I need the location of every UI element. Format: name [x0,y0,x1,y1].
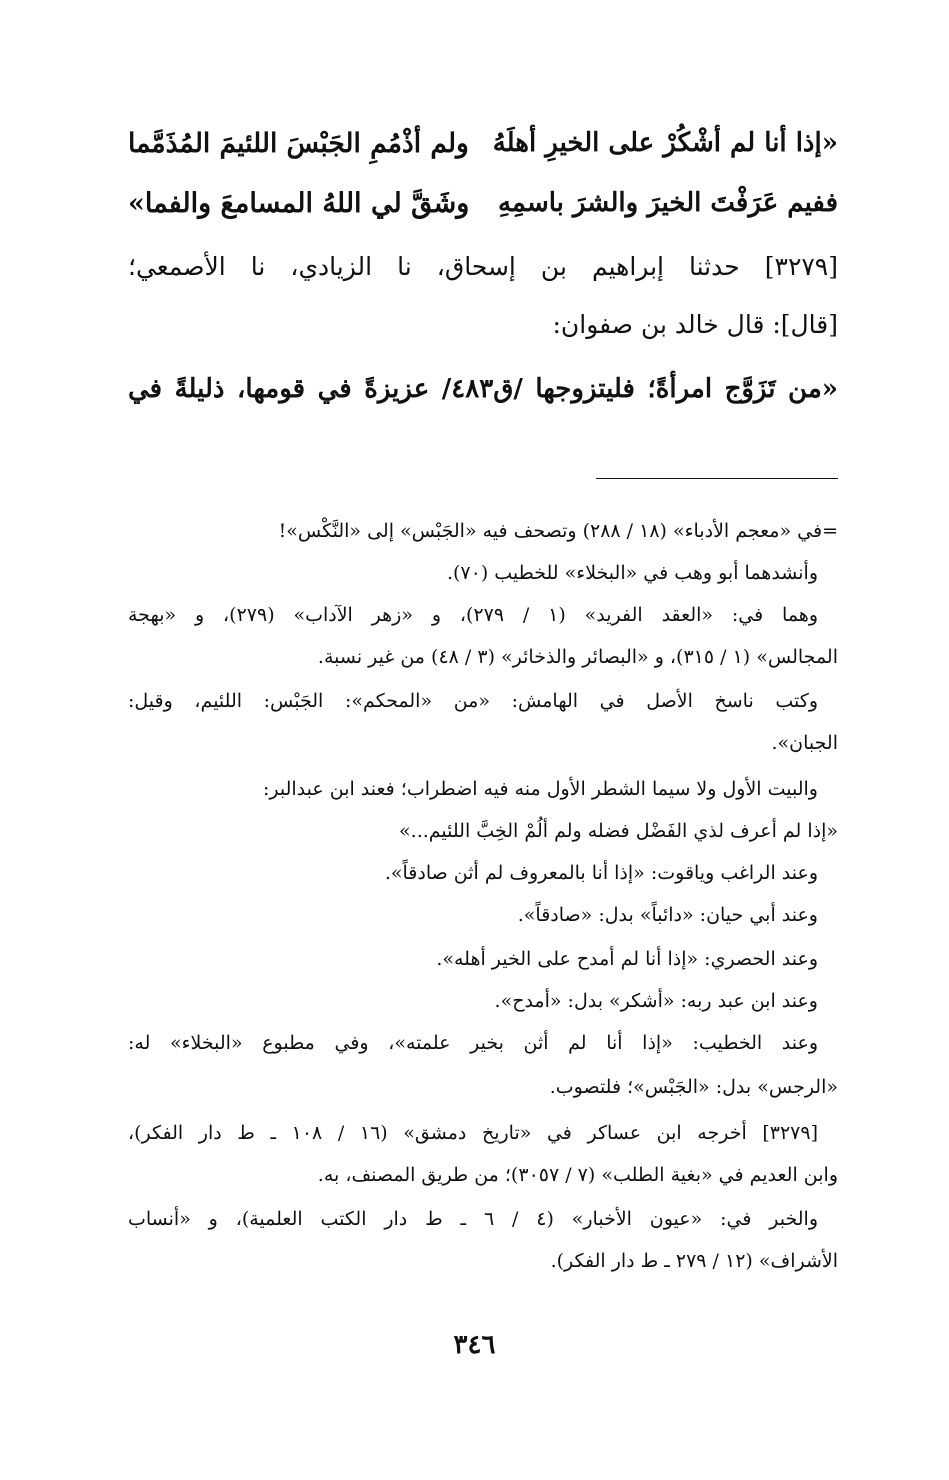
footnote-line: وأنشدهما أبو وهب في «البخلاء» للخطيب (٧٠). [446,562,818,584]
footnote-line: وكتب ناسخ الأصل في الهامش: «من «المحكم»: الجَبْس: اللئيم، وقيل: [128,690,818,712]
hadith-text-line: «من تَزَوَّج امرأةً؛ فليتزوجها /ق٤٨٣/ عزيزةً في قومها، ذليلةً في [128,374,838,404]
footnote-line: «الرجس» بدل: «الجَبْس»؛ فلتصوب. [549,1076,838,1098]
footnote-line: وابن العديم في «بغية الطلب» (٧ / ٣٠٥٧)؛ من طريق المصنف، به. [317,1164,838,1186]
footnote-line: الأشراف» (١٢ / ٢٧٩ ـ ط دار الفكر). [550,1250,838,1272]
footnote-line: =في «معجم الأدباء» (١٨ / ٢٨٨) وتصحف فيه «الجَبْس» إلى «النَّكْس»! [278,520,838,542]
hadith-speaker-line: [قال]: قال خالد بن صفوان: [552,310,838,339]
footnote-verse-line: «إذا لم أعرف لذي الفَضْل فضله ولم ألُمْ الخِبَّ اللئيم...» [399,820,838,842]
footnote-separator [596,478,838,479]
footnote-line: المجالس» (١ / ٣١٥)، و «البصائر والذخائر» (٣ / ٤٨) من غير نسبة. [317,646,838,668]
verse-line-1-second-hemistich: ولم أذْمُمِ الجَبْسَ اللئيمَ المُذَمَّما [128,128,469,159]
footnote-line: وعند الحصري: «إذا أنا لم أمدح على الخير أهله». [436,948,818,970]
verse-line-1 [128,128,838,176]
footnote-line: وهما في: «العقد الفريد» (١ / ٢٧٩)، و «زهر الآداب» (٢٧٩)، و «بهجة [128,604,819,626]
verse-line-2-first-hemistich: ففيم عَرَفْتَ الخيرَ والشرَ باسمِهِ [497,188,838,218]
verse-line-2 [128,188,838,236]
footnote-line: الجبان». [771,732,838,754]
footnote-line: وعند ابن عبد ربه: «أشكر» بدل: «أمدح». [494,990,818,1012]
footnote-line: وعند الراغب وياقوت: «إذا أنا بالمعروف لم أثن صادقاً». [384,862,818,884]
verse-line-1-first-hemistich: «إذا أنا لم أشْكُرْ على الخيرِ أهلَهُ [492,128,838,158]
verse-line-2-second-hemistich: وشَقَّ لي اللهُ المسامعَ والفما» [128,188,470,219]
footnote-line: والبيت الأول ولا سيما الشطر الأول منه فيه اضطراب؛ فعند ابن عبدالبر: [262,778,818,800]
footnote-line: وعند الخطيب: «إذا أنا لم أثن بخير علمته»، وفي مطبوع «البخلاء» له: [128,1032,818,1054]
hadith-chain-line: [٣٢٧٩] حدثنا إبراهيم بن إسحاق، نا الزيادي، نا الأصمعي؛ [128,252,838,281]
footnote-line: والخبر في: «عيون الأخبار» (٤ / ٦ ـ ط دار الكتب العلمية)، و «أنساب [128,1208,818,1230]
footnote-line: وعند أبي حيان: «دائباً» بدل: «صادقاً». [517,904,818,926]
footnote-line: [٣٢٧٩] أخرجه ابن عساكر في «تاريخ دمشق» (١٦ / ١٠٨ ـ ط دار الفكر)، [128,1122,818,1144]
page-number: ٣٤٦ [453,1330,496,1360]
